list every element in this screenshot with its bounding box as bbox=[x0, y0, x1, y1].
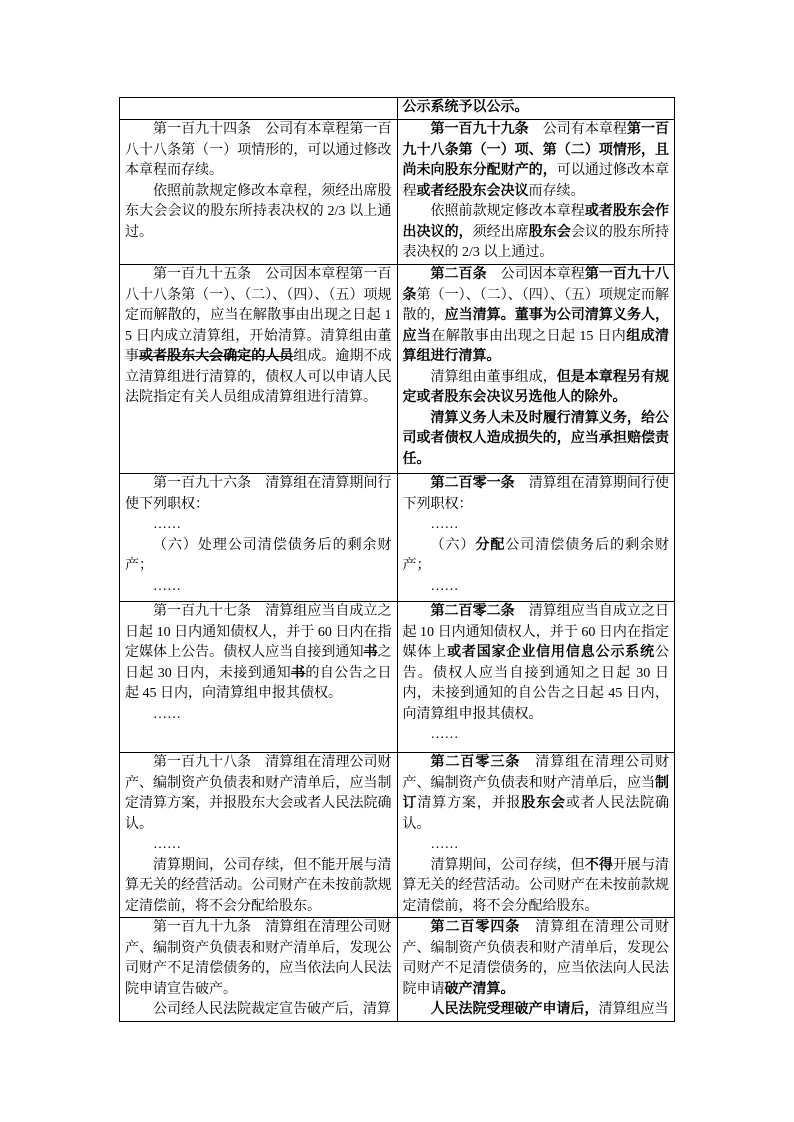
text-run: 开展与清算无关的经营活动。公司财产在未按前款规定清偿前，将不会分配给股东。 bbox=[402, 857, 669, 914]
paragraph bbox=[403, 602, 670, 725]
text-run: …… bbox=[153, 578, 181, 594]
text-run: 或者人民法院确认。 bbox=[402, 796, 670, 832]
added-text-run: 第二百零三条 bbox=[430, 755, 521, 770]
text-run: 第一百九十五条 公司因本章程第一百八十八条第（一）、（二）、（四）、（五）项规定而解散的，应当在解散事由出现之日起 15 日内成立清算组，开始清算。清算组由董事 bbox=[125, 267, 392, 364]
text-run: 须经出席 bbox=[472, 224, 529, 240]
text-run: 可以通过修改本章程 bbox=[402, 163, 670, 199]
text-run: …… bbox=[430, 727, 459, 742]
text-run: 第一百九十七条 清算组应当自成立之日起 10 日内通知债权人，并于 60 日内在指定媒体上公告。债权人应当自接到通知 bbox=[125, 604, 392, 660]
added-text-run: 或者国家企业信用信息公示系统 bbox=[447, 645, 656, 660]
added-text-run: 股东会 bbox=[528, 224, 571, 240]
added-text-run: 破产清算。 bbox=[444, 981, 515, 997]
text-run: 清算组由董事组成， bbox=[430, 369, 557, 385]
text-run: 公司清偿债务后的剩余财产； bbox=[402, 537, 670, 573]
old-law-cell bbox=[120, 602, 398, 753]
paragraph bbox=[403, 265, 670, 368]
added-text-run: 公示系统予以公示。 bbox=[402, 100, 529, 115]
paragraph bbox=[125, 474, 392, 515]
added-text-run: 第二百条 bbox=[430, 267, 487, 282]
added-text-run: 人民法院受理破产申请后， bbox=[430, 1002, 599, 1017]
paragraph bbox=[403, 98, 670, 119]
text-run: 之日起 30 日内，未接到通知 bbox=[125, 645, 392, 681]
paragraph bbox=[125, 120, 392, 182]
text-run: （六）处理公司清偿债务后的剩余财产； bbox=[125, 537, 392, 573]
paragraph bbox=[403, 918, 670, 1000]
old-law-cell bbox=[120, 918, 398, 1022]
text-run: 清算组在清算期间行使下列职权： bbox=[402, 476, 669, 512]
new-law-cell bbox=[397, 474, 675, 602]
added-text-run: 制订 bbox=[402, 775, 669, 811]
deleted-text-run: 书 bbox=[363, 645, 378, 660]
paragraph bbox=[125, 918, 392, 1000]
text-run: （六） bbox=[430, 537, 476, 553]
text-run: 公司因本章程 bbox=[486, 267, 585, 282]
added-text-run: 第二百零二条 bbox=[430, 604, 515, 619]
paragraph bbox=[125, 536, 392, 577]
paragraph bbox=[403, 202, 670, 264]
text-run: 清算组在清理公司财产、编制资产负债表和财产清单后，应当 bbox=[402, 755, 670, 791]
text-run: 会议的股东所持表决权的 2/3 以上通过。 bbox=[402, 224, 670, 260]
deleted-text-run: 书 bbox=[291, 665, 306, 681]
new-law-cell bbox=[397, 98, 675, 120]
text-run: 第一百九十九条 清算组在清理公司财产、编制资产负债表和财产清单后，发现公司财产不足清偿债务的，应当依法向人民法院申请宣告破产。 bbox=[125, 920, 392, 997]
added-text-run: 不得 bbox=[584, 857, 613, 873]
law-comparison-table bbox=[119, 97, 675, 1022]
added-text-run: 组成清算组进行清算。 bbox=[402, 328, 670, 364]
text-run: 第一百九十六条 清算组在清算期间行使下列职权： bbox=[125, 476, 392, 512]
text-run: …… bbox=[153, 837, 181, 852]
new-law-cell bbox=[397, 753, 675, 918]
paragraph bbox=[403, 515, 670, 536]
text-run: 清算组应当 bbox=[598, 1002, 669, 1017]
deleted-text-run: 或者股东大会确定的人员 bbox=[139, 349, 294, 364]
paragraph bbox=[125, 602, 392, 705]
paragraph bbox=[403, 725, 670, 746]
added-text-run: 但是本章程另有规定或者股东会决议另选他人的除外。 bbox=[402, 369, 669, 405]
old-law-cell bbox=[120, 98, 398, 120]
paragraph bbox=[403, 368, 670, 409]
old-law-cell bbox=[120, 120, 398, 265]
added-text-run: 第二百零一条 bbox=[430, 476, 515, 491]
new-law-cell bbox=[397, 918, 675, 1022]
text-run: 而存续。 bbox=[528, 183, 585, 199]
paragraph bbox=[403, 1000, 670, 1021]
text-run: …… bbox=[430, 837, 459, 852]
table-row bbox=[120, 474, 675, 602]
table-row bbox=[120, 918, 675, 1022]
old-law-cell bbox=[120, 474, 398, 602]
text-run: 第一百九十四条 公司有本章程第一百八十八条第（一）项情形的，可以通过修改本章程而存续。 bbox=[125, 122, 392, 178]
text-run: …… bbox=[430, 578, 459, 594]
text-run: 第（一）、（二）、（四）、（五）项规定而解散的， bbox=[402, 287, 670, 323]
new-law-cell bbox=[397, 602, 675, 753]
text-run: 第一百九十八条 清算组在清理公司财产、编制资产负债表和财产清单后，应当制定清算方案，并报股东大会或者人民法院确认。 bbox=[125, 755, 392, 832]
paragraph bbox=[125, 265, 392, 409]
text-run: 公司经人民法院裁定宣告破产后，清算 bbox=[153, 1002, 391, 1017]
table-row bbox=[120, 602, 675, 753]
text-run: 清算期间，公司存续，但不能开展与清算无关的经营活动。公司财产在未按前款规定清偿前，将不会分配给股东。 bbox=[125, 857, 392, 914]
text-run: 清算组应当自成立之日起 10 日内通知债权人，并于 60 日内在指定媒体上 bbox=[402, 604, 669, 660]
text-run: …… bbox=[153, 517, 181, 532]
paragraph bbox=[125, 856, 392, 918]
table-row bbox=[120, 753, 675, 918]
paragraph bbox=[125, 753, 392, 835]
text-run: 依照前款规定修改本章程，须经出席股东大会会议的股东所持表决权的 2/3 以上通过。 bbox=[125, 183, 392, 240]
added-text-run: 第一百九十九条 bbox=[430, 122, 529, 137]
text-run: 清算期间，公司存续，但 bbox=[430, 857, 585, 873]
table-row bbox=[120, 98, 675, 120]
paragraph bbox=[125, 835, 392, 856]
text-run: 清算方案，并报 bbox=[417, 796, 522, 811]
paragraph bbox=[125, 705, 392, 726]
text-run: 在解散事由出现之日起 15 日内 bbox=[431, 328, 627, 344]
paragraph bbox=[403, 577, 670, 598]
text-run: 清算组在清理公司财产、编制资产负债表和财产清单后，发现公司财产不足清偿债务的，应当依法向人民法院申请 bbox=[402, 920, 670, 997]
added-text-run: 第一百九十八条第（一）项、第（二）项情形，且尚未向股东分配财产的， bbox=[402, 122, 669, 178]
paragraph bbox=[403, 409, 670, 471]
paragraph bbox=[125, 182, 392, 244]
table-row bbox=[120, 265, 675, 474]
paragraph bbox=[403, 536, 670, 577]
added-text-run: 或者股东会作出决议的， bbox=[402, 204, 669, 240]
old-law-cell bbox=[120, 753, 398, 918]
added-text-run: 分配 bbox=[475, 537, 506, 553]
added-text-run: 清算义务人未及时履行清算义务，给公司或者债权人造成损失的，应当承担赔偿责任。 bbox=[402, 410, 669, 467]
new-law-cell bbox=[397, 265, 675, 474]
text-run: 组成。逾期不成立清算组进行清算的，债权人可以申请人民法院指定有关人员组成清算组进行清算。 bbox=[125, 349, 392, 405]
text-run: …… bbox=[430, 517, 459, 532]
new-law-cell bbox=[397, 120, 675, 265]
added-text-run: 第二百零四条 bbox=[430, 920, 521, 935]
old-law-cell bbox=[120, 265, 398, 474]
paragraph bbox=[125, 515, 392, 536]
law-table-body bbox=[120, 98, 675, 1022]
paragraph bbox=[403, 753, 670, 835]
added-text-run: 或者经股东会决议 bbox=[416, 183, 529, 199]
table-row bbox=[120, 120, 675, 265]
paragraph bbox=[125, 1000, 392, 1021]
paragraph bbox=[403, 856, 670, 918]
text-run: …… bbox=[153, 706, 181, 722]
paragraph bbox=[403, 835, 670, 856]
added-text-run: 第一百九十八条 bbox=[402, 267, 669, 303]
paragraph bbox=[403, 474, 670, 515]
added-text-run: 股东会 bbox=[521, 796, 566, 811]
text-run: 公告。债权人应当自接到通知之日起 30 日内，未接到通知的自公告之日起 45 日内，向清算组申报其债权。 bbox=[402, 645, 670, 722]
added-text-run: 应当清算。董事为公司清算义务人，应当 bbox=[402, 308, 670, 344]
paragraph bbox=[403, 120, 670, 202]
text-run: 的自公告之日起 45 日内，向清算组申报其债权。 bbox=[125, 665, 392, 701]
paragraph bbox=[125, 577, 392, 598]
text-run: 依照前款规定修改本章程 bbox=[430, 204, 585, 219]
text-run: 公司有本章程 bbox=[528, 122, 627, 137]
